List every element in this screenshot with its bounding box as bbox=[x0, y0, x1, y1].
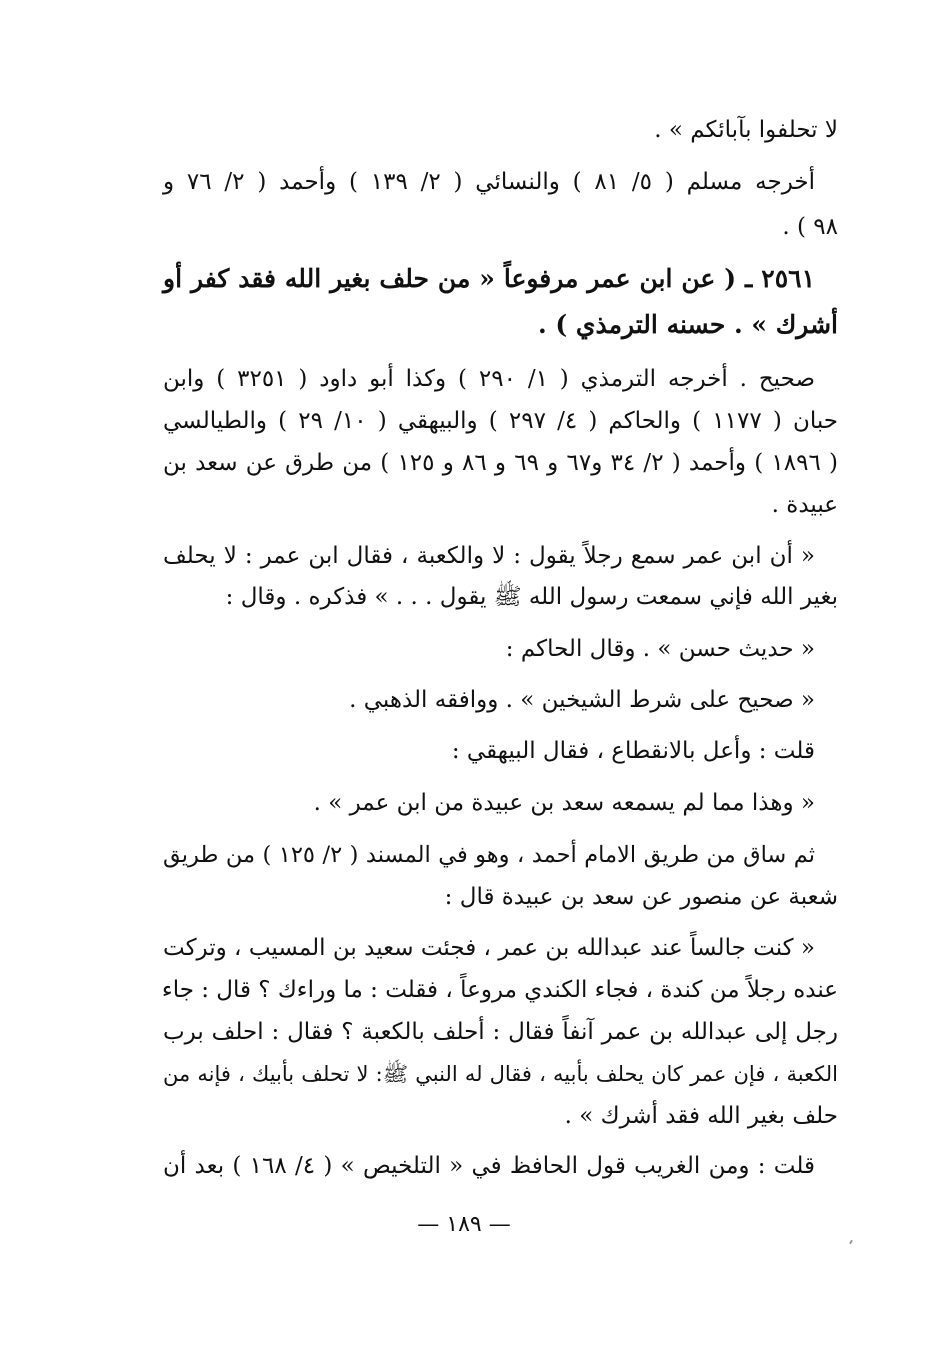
hadith-heading-line-2: أشرك » . حسنه الترمذي ) . bbox=[537, 310, 838, 339]
text-line-15: « وهذا مما لم يسمعه سعد بن عبيدة من ابن عمر » . bbox=[313, 790, 815, 816]
text-line-13: « صحيح على شرط الشيخين » . ووافقه الذهبي . bbox=[349, 687, 815, 713]
text-line-11: بغير الله فإني سمعت رسول الله ﷺ يقول . . . » فذكره . وقال : bbox=[225, 584, 838, 610]
hadith-heading-line-1: ٢٥٦١ ـ ( عن ابن عمر مرفوعاً « من حلف بغير الله فقد كفر أو bbox=[163, 264, 815, 293]
text-line-1: لا تحلفوا بآبائكم » . bbox=[654, 117, 838, 143]
text-line-7: حبان ( ١١٧٧ ) والحاكم ( ٤/ ٢٩٧ ) والبيهقي ( ١٠/ ٢٩ ) والطيالسي bbox=[163, 408, 839, 434]
text-line-3: ٩٨ ) . bbox=[782, 214, 838, 240]
text-line-17: شعبة عن منصور عن سعد بن عبيدة قال : bbox=[444, 884, 838, 910]
text-line-19: عنده رجلاً من كندة ، فجاء الكندي مروعاً ، فقلت : ما وراءك ؟ قال : جاء bbox=[161, 977, 838, 1003]
text-line-12: « حديث حسن » . وقال الحاكم : bbox=[505, 636, 815, 662]
text-line-6: صحيح . أخرجه الترمذي ( ١/ ٢٩٠ ) وكذا أبو داود ( ٣٢٥١ ) وابن bbox=[163, 366, 815, 392]
text-line-23: قلت : ومن الغريب قول الحافظ في « التلخيص » ( ٤/ ١٦٨ ) بعد أن bbox=[163, 1153, 815, 1179]
text-line-10: « أن ابن عمر سمع رجلاً يقول : لا والكعبة ، فقال ابن عمر : لا يحلف bbox=[163, 543, 815, 569]
scan-speck bbox=[849, 1240, 853, 1244]
text-line-20: رجل إلى عبدالله بن عمر آنفاً فقال : أحلف بالكعبة ؟ فقال : احلف برب bbox=[163, 1019, 838, 1045]
text-line-22: حلف بغير الله فقد أشرك » . bbox=[564, 1103, 838, 1129]
page-number: — ١٨٩ — bbox=[417, 1212, 511, 1237]
text-line-14: قلت : وأعل بالانقطاع ، فقال البيهقي : bbox=[451, 738, 815, 764]
text-line-8: ( ١٨٩٦ ) وأحمد ( ٢/ ٣٤ و٦٧ و ٦٩ و ٨٦ و ١٢٥ ) من طرق عن سعد بن bbox=[163, 450, 838, 476]
text-line-2: أخرجه مسلم ( ٥/ ٨١ ) والنسائي ( ٢/ ١٣٩ ) وأحمد ( ٢/ ٧٦ و bbox=[163, 169, 816, 195]
text-line-21: الكعبة ، فإن عمر كان يحلف بأبيه ، فقال له النبي ﷺ: لا تحلف بأبيك ، فإنه من bbox=[163, 1062, 838, 1086]
text-line-16: ثم ساق من طريق الامام أحمد ، وهو في المسند ( ٢/ ١٢٥ ) من طريق bbox=[163, 842, 816, 868]
text-line-9: عبيدة . bbox=[771, 492, 838, 518]
text-line-18: « كنت جالساً عند عبدالله بن عمر ، فجئت سعيد بن المسيب ، وتركت bbox=[163, 935, 815, 961]
